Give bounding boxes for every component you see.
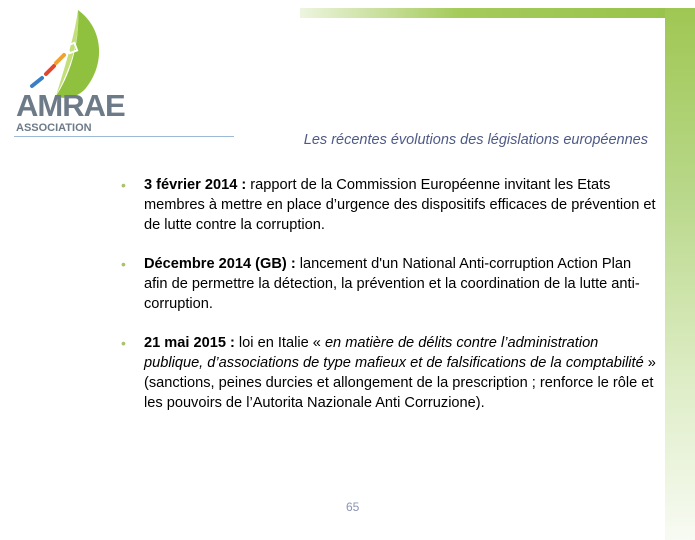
decorative-band-right [665, 8, 695, 540]
bullet-list [118, 175, 658, 432]
bullet-lead: Décembre 2014 (GB) : [144, 256, 296, 272]
logo-wordmark: AMRAE [16, 88, 125, 123]
bullet-text: rapport de la Commission Européenne invitant les Etats membres à mettre en place d’urgence des dispositifs efficaces de prévention et de lutte contre la corruption. [144, 177, 656, 233]
bullet-icon: • [121, 256, 126, 272]
divider-line [14, 136, 234, 137]
page-number: 65 [346, 500, 360, 514]
bullet-text: lancement d'un National Anti-corruption Action Plan afin de permettre la détection, la prévention et la coordination de la lutte anti-corruption. [144, 256, 640, 312]
bullet-item [118, 175, 658, 235]
bullet-icon: • [121, 335, 126, 351]
bullet-item [118, 254, 658, 314]
bullet-quote: en matière de délits contre l’administration publique, d’associations de type mafieux et de falsifications de la comptabilité [144, 335, 644, 371]
slide-subtitle: Les récentes évolutions des législations européennes [303, 132, 648, 148]
bullet-lead: 21 mai 2015 : [144, 335, 235, 351]
logo-subtext: ASSOCIATION [16, 122, 92, 134]
bullet-text: loi en Italie « [234, 335, 325, 351]
bullet-lead: 3 février 2014 : [144, 177, 247, 193]
leaf-icon [8, 8, 108, 100]
bullet-item [118, 333, 658, 413]
decorative-band-top [300, 8, 695, 18]
bullet-icon: • [121, 177, 126, 193]
bullet-text: » (sanctions, peines durcies et allongement de la prescription ; renforce le rôle et les pouvoirs de l’Autorita Nazionale Anti Corruzione). [144, 355, 656, 411]
